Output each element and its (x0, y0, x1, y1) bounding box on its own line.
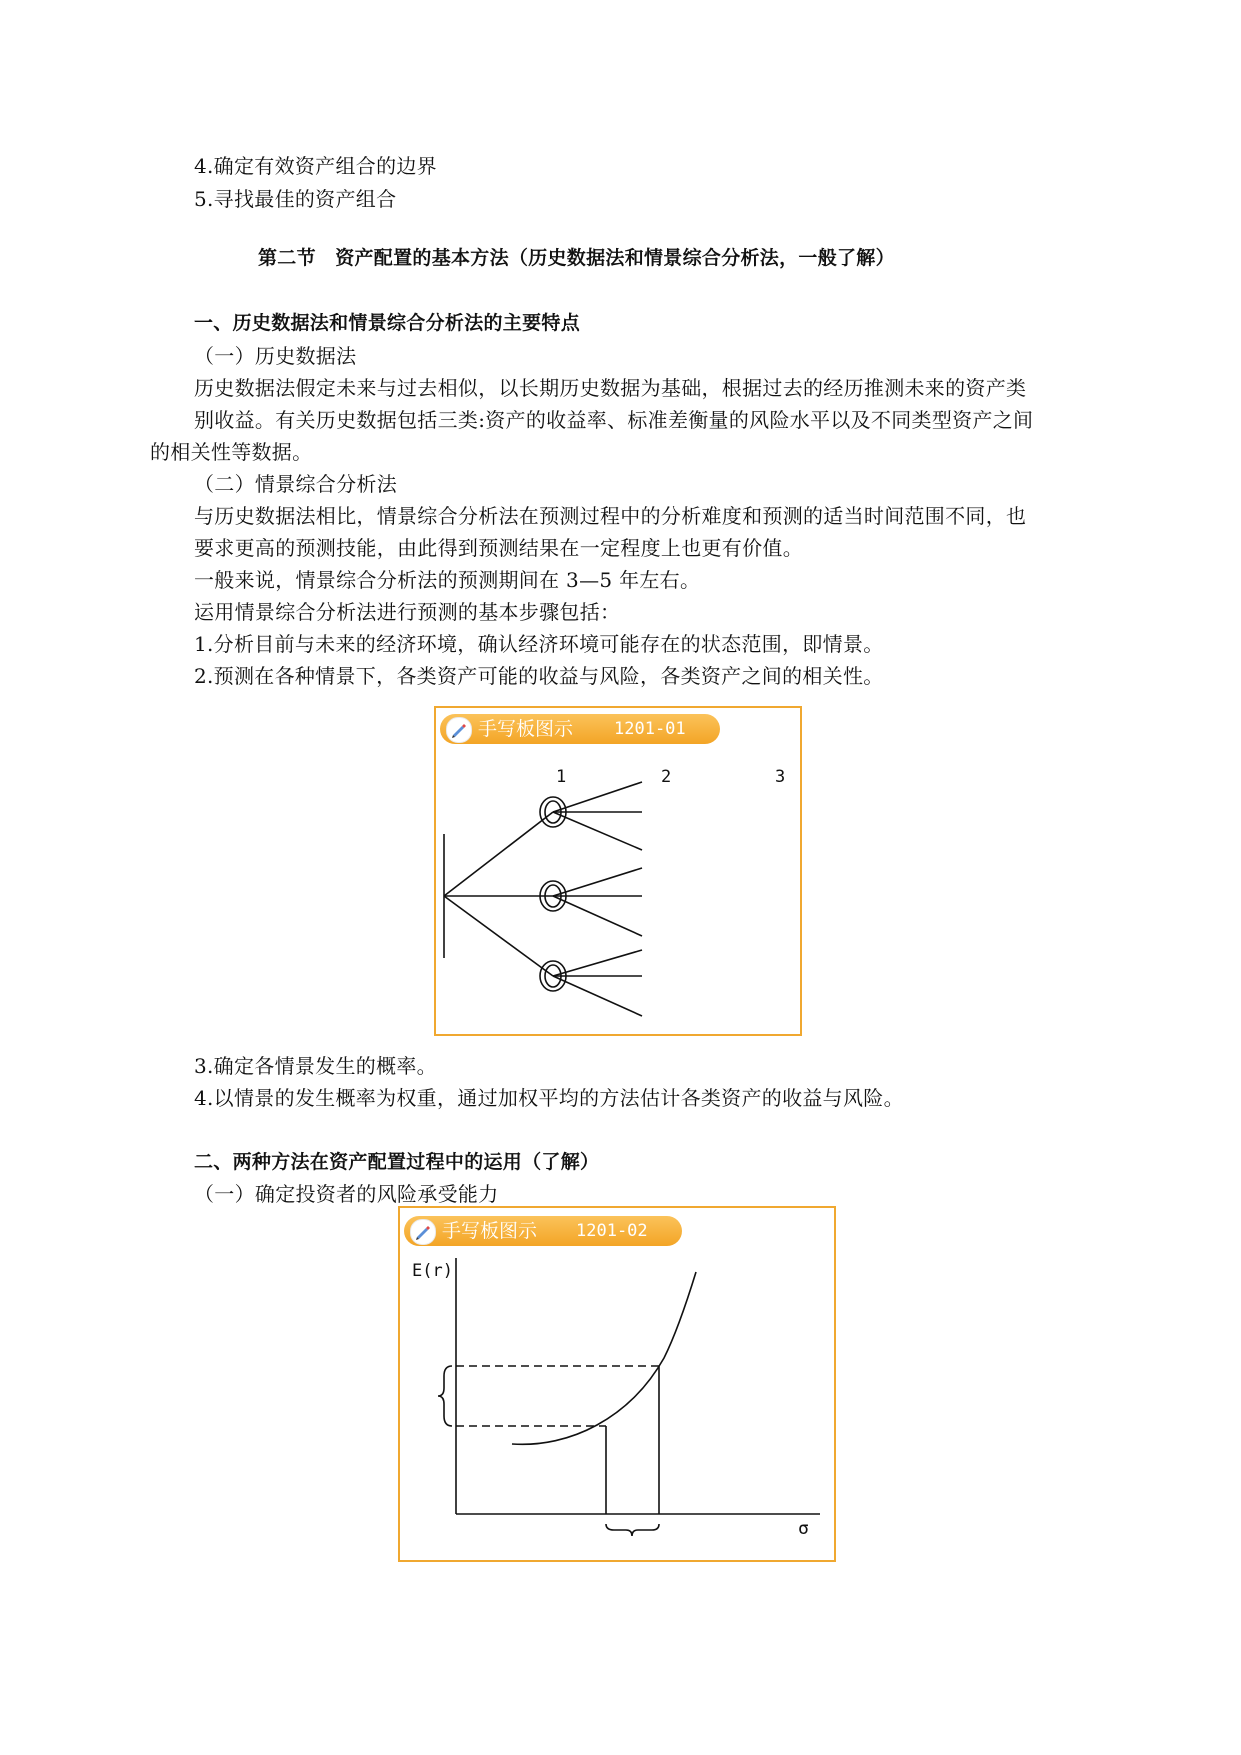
step-item: 3.确定各情景发生的概率。 (194, 1054, 437, 1078)
figure-badge-label: 手写板图示 (442, 1220, 538, 1242)
figure-badge-code: 1201-02 (576, 1221, 648, 1241)
figure-badge-code: 1201-01 (614, 719, 686, 739)
list-item: 4.确定有效资产组合的边界 (194, 154, 437, 178)
list-item: 5.寻找最佳的资产组合 (194, 187, 397, 211)
heading: 一、历史数据法和情景综合分析法的主要特点 (194, 312, 581, 334)
heading: 二、两种方法在资产配置过程中的运用（了解） (194, 1151, 600, 1173)
paragraph-line: 的相关性等数据。 (150, 440, 313, 464)
scenario-tree-diagram (436, 708, 800, 1034)
subheading: （二）情景综合分析法 (194, 472, 397, 496)
paragraph-line: 运用情景综合分析法进行预测的基本步骤包括： (194, 600, 621, 624)
subheading: （一）确定投资者的风险承受能力 (194, 1182, 499, 1206)
x-axis-label: σ (798, 1518, 809, 1539)
paragraph-line: 别收益。有关历史数据包括三类:资产的收益率、标准差衡量的风险水平以及不同类型资产之间 (194, 408, 1034, 432)
figure-scenario-tree (434, 706, 802, 1036)
section-title: 第二节 资产配置的基本方法（历史数据法和情景综合分析法，一般了解） (258, 247, 895, 269)
step-item: 4.以情景的发生概率为权重，通过加权平均的方法估计各类资产的收益与风险。 (194, 1086, 904, 1110)
figure-risk-return (398, 1206, 836, 1562)
paragraph-line: 要求更高的预测技能，由此得到预测结果在一定程度上也更有价值。 (194, 536, 803, 560)
figure-badge-label: 手写板图示 (478, 718, 574, 740)
risk-return-diagram (400, 1208, 834, 1560)
subheading: （一）历史数据法 (194, 344, 357, 368)
step-item: 1.分析目前与未来的经济环境，确认经济环境可能存在的状态范围，即情景。 (194, 632, 884, 656)
column-label: 3 (775, 767, 786, 787)
paragraph-line: 一般来说，情景综合分析法的预测期间在 3—5 年左右。 (194, 568, 701, 592)
column-label: 2 (661, 767, 672, 787)
column-label: 1 (556, 767, 567, 787)
y-axis-label: E(r) (412, 1261, 453, 1281)
step-item: 2.预测在各种情景下，各类资产可能的收益与风险，各类资产之间的相关性。 (194, 664, 884, 688)
paragraph-line: 历史数据法假定未来与过去相似，以长期历史数据为基础，根据过去的经历推测未来的资产类 (194, 376, 1027, 400)
paragraph-line: 与历史数据法相比，情景综合分析法在预测过程中的分析难度和预测的适当时间范围不同，也 (194, 504, 1027, 528)
